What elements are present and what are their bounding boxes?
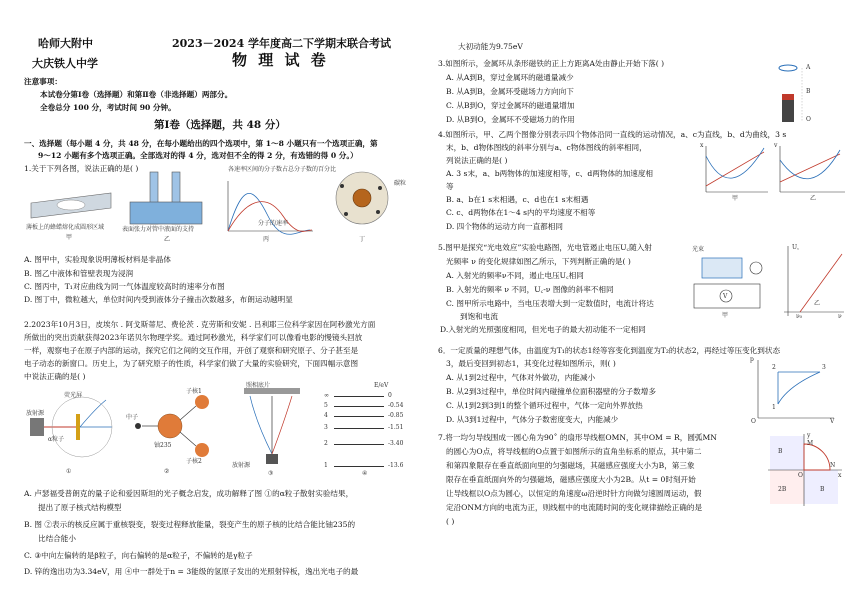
q4-option-c: C. c、d两物体在1～4 s内的平均速度不相等 (446, 208, 596, 217)
q2-fig-num-1: ① (66, 468, 72, 475)
q1-figure-yi (122, 166, 212, 244)
energy-level-n: 4 (324, 412, 328, 419)
q5-option-b: B. 入射光的频率 ν 不同，U꜀-ν 图像的斜率不相同 (446, 285, 614, 294)
energy-level-n: ∞ (324, 392, 329, 399)
q7-stem-7: ( ) (446, 517, 455, 526)
q1-label-bing: 丙 (263, 236, 270, 243)
q2-option-d: D. 锌的逸出功为3.34eV，用 ④中一群处于n = 3能级的氢原子发出的光照射锌板，逸出光电子的最 (24, 567, 359, 576)
energy-level-value: -0.54 (388, 402, 404, 409)
q6-option-b: B. 从2到3过程中，单位时间内碰撞单位面积器壁的分子数增多 (446, 387, 656, 396)
q2-fig-num-2: ② (164, 468, 170, 475)
q4-stem-1: 4.如图所示，甲、乙两个图像分别表示四个物体沿同一直线的运动情况，a、c为直线，b、d为曲线，3 s (438, 130, 787, 139)
q4-stem-3: 列说法正确的是( ) (446, 156, 508, 165)
energy-level-line (334, 444, 384, 445)
sector-loop-field-diagram (764, 432, 844, 508)
q2-stem-5: 中说法正确的是( ) (24, 372, 86, 381)
energy-level-n: 5 (324, 402, 328, 409)
q1-option-c: C. 图丙中，T₁对应曲线为同一气体温度较高时的速率分布图 (24, 282, 225, 291)
q6-stem-1: 6．一定质量的理想气体，由温度为T₁的状态1经等容变化到温度为T₂的状态2，再经过等压变化到状态 (438, 346, 781, 355)
q1-caption-bing: 各速率区间的分子数占总分子数的百分比 (228, 166, 337, 173)
q2-stem-1: 2.2023年10月3日，皮埃尔 . 阿戈斯蒂尼、费伦茨 . 克劳斯和安妮 . 吕利耶三位科学家因在阿秒激光方面 (24, 320, 376, 329)
q1-caption-yi: 表面张力对管中液面的支持 (122, 226, 195, 233)
q2-fig-num-4: ④ (362, 470, 368, 477)
q7-o-label: O (798, 472, 803, 479)
energy-level-line (334, 396, 384, 397)
q3-option-d: D. 从B到O，金属环不受磁场力的作用 (446, 115, 575, 124)
q3-option-c: C. 从B到O，穿过金属环的磁通量增加 (446, 101, 575, 110)
q7-y-label: y (807, 432, 811, 439)
q1-figure-bing (218, 166, 337, 244)
q7-m-label: M (807, 440, 814, 447)
q2-option-c: C. ③中向左偏转的是β粒子，向右偏转的是α粒子，不偏转的是γ粒子 (24, 551, 253, 560)
q6-v-label: V (830, 418, 835, 425)
q2-u235-label: 铀235 (154, 442, 172, 449)
q5-nu-label: ν (838, 313, 842, 320)
notes-line-2: 全卷总分 100 分，考试时间 90 分钟。 (40, 103, 176, 112)
q2-option-a-1: A. 卢瑟福受普朗克的量子论和爱因斯坦的光子概念启发，成功解释了图 ①的α粒子散射实验结果， (24, 489, 354, 498)
q5-option-d: D.入射光的光照强度相同，但光电子的最大初动能不一定相同 (440, 325, 646, 334)
q2-figure-1 (26, 388, 118, 476)
q5-uc-label: U꜀ (792, 244, 800, 251)
q5-label-jia: 甲 (722, 312, 729, 319)
q7-b-label-2: B (778, 448, 783, 455)
q2-neutron-label: 中子 (126, 414, 139, 421)
q2-chamber-label: 放射源 (232, 462, 251, 469)
q2-stem-3: 一样，观察电子在原子内部的运动，探究它们之间的交互作用，开创了观察和研究原子、分子甚至是 (24, 346, 359, 355)
q3-option-a: A. 从A到B，穿过金属环的磁通量减少 (446, 73, 574, 82)
energy-level-line (334, 428, 384, 429)
q6-p-label: p (750, 356, 754, 363)
q7-x-label: x (838, 472, 842, 479)
exam-title: 2023－2024 学年度高二下学期末联合考试 (172, 37, 392, 50)
q2-stem-2: 所做出的突出贡献获得2023年诺贝尔物理学奖。通过阿秒激光，科学家们可以像看电影的慢镜头回放 (24, 333, 363, 342)
energy-level-n: 2 (324, 440, 328, 447)
q2-screen-label: 荧光屏 (64, 392, 83, 399)
notes-title: 注意事项： (24, 77, 62, 86)
q3-label-o: O (806, 116, 811, 123)
q1-option-d: D. 图丁中，微粒越大，单位时间内受到液体分子撞击次数越多，布朗运动越明显 (24, 295, 293, 304)
q1-caption-jia: 薄板上的蜂蜡熔化成圆形区域 (26, 224, 105, 231)
q5-option-c-1: C. 图甲所示电路中，当电压表增大到一定数值时，电流计将达 (446, 299, 654, 308)
q2-continuation: 大初动能为9.75eV (458, 42, 523, 51)
q7-stem-1: 7.将一均匀导线围成一圆心角为90˚ 的扇形导线框OMN，其中OM = R，圆弧MN (438, 433, 717, 442)
energy-level-value: -3.40 (388, 440, 404, 447)
energy-level-value: 0 (388, 392, 392, 399)
q1-option-a: A. 图甲中，实验现象说明薄板材料是非晶体 (24, 255, 171, 264)
q7-2b-label: 2B (778, 486, 787, 493)
school-name-2: 大庆铁人中学 (32, 57, 98, 70)
q2-option-a-2: 提出了原子核式结构模型 (38, 503, 122, 512)
q4-option-d: D. 四个物体的运动方向一直都相同 (446, 222, 563, 231)
q6-figure (748, 356, 838, 426)
q6-state2-label: 2 (772, 364, 776, 371)
q6-o-label: O (751, 418, 756, 425)
q2-alpha-label: α粒子 (48, 436, 65, 443)
q5-beam-label: 光束 (692, 246, 705, 253)
q2-film-label: 照相底片 (246, 382, 271, 389)
q1-figure-ding (322, 166, 422, 244)
q2-option-b-2: 比结合能小 (38, 534, 76, 543)
q3-option-b: B. 从A到B，金属环受磁场力方向向下 (446, 87, 574, 96)
q2-figure-4 (322, 382, 422, 476)
q5-stem-1: 5.图甲是探究“光电效应”实验电路图，光电管遏止电压U꜀随入射 (438, 243, 652, 252)
q3-stem: 3.如图所示，金属环从条形磁铁的正上方距离A处由静止开始下落( ) (438, 59, 665, 68)
radiation-deflection-diagram (232, 382, 312, 468)
q5-option-a: A. 入射光的频率ν不同，遏止电压U꜀相同 (446, 271, 584, 280)
q2-product1-label: 子核1 (186, 388, 202, 395)
q1-label-yi: 乙 (164, 236, 171, 243)
q3-label-a: A (806, 64, 811, 71)
q7-n-label: N (830, 462, 836, 469)
energy-level-n: 1 (324, 462, 328, 469)
q6-option-d: D. 从3到1过程中，气体分子数密度变大，内能减少 (446, 415, 619, 424)
subject-title: 物 理 试 卷 (232, 51, 329, 69)
school-name-1: 哈师大附中 (38, 37, 93, 50)
q2-option-b-1: B. 图 ②表示的核反应属于重核裂变，裂变过程释放能量，裂变产生的原子核的比结合能比铀235的 (24, 520, 356, 529)
q2-figure-2 (124, 388, 216, 476)
q2-source-label: 放射源 (26, 410, 45, 417)
photoelectric-circuit (688, 240, 848, 320)
q6-option-a: A. 从1到2过程中，气体对外做功，内能减小 (446, 373, 596, 382)
q1-option-b: B. 图乙中液体和管壁表现为浸润 (24, 269, 134, 278)
energy-level-value: -1.51 (388, 424, 404, 431)
brownian-motion-diagram (322, 166, 422, 236)
q1-curve-label: 分子的速率 (258, 220, 289, 227)
energy-level-line (334, 416, 384, 417)
q2-energy-axis: E/eV (374, 382, 389, 389)
q4-stem-2: 末，b、d物体图线的斜率分别与a、c物体图线的斜率相同， (446, 143, 647, 152)
q7-stem-5: 让导线框以O点为圆心，以恒定的角速度ω沿逆时针方向做匀速圆周运动，假 (446, 489, 702, 498)
q1-stem: 1.关于下列各图，说法正确的是( ) (24, 164, 139, 173)
q5-v-label: V (723, 293, 728, 300)
energy-level-n: 3 (324, 424, 328, 431)
q1-label-jia: 甲 (66, 234, 73, 241)
q7-figure (764, 432, 844, 508)
fission-diagram (124, 388, 216, 468)
part1-title: 第Ⅰ卷（选择题，共 48 分） (154, 119, 286, 131)
q7-stem-4: 限存在垂直纸面向外的匀强磁场，磁感应强度大小为2B。从t = 0时刻开始 (446, 475, 696, 484)
q2-fig-num-3: ③ (268, 470, 274, 477)
energy-level-line (334, 466, 384, 467)
energy-level-value: -13.6 (388, 462, 404, 469)
q5-label-yi: 乙 (814, 300, 821, 307)
q7-stem-2: 的圆心为O点，将导线框的O点置于如图所示的直角坐标系的原点，其中第二 (446, 447, 702, 456)
q4-figure (700, 142, 850, 202)
q5-option-c-2: 到饱和电流 (460, 312, 498, 321)
alpha-scattering-diagram (26, 388, 118, 468)
q6-state1-label: 1 (772, 404, 776, 411)
q4-graph-label-jia: 甲 (732, 195, 739, 202)
section1-line-2: 9～12 小题有多个选项正确。全部选对的得 4 分，选对但不全的得 2 分，有选错的得 0 分。） (38, 151, 358, 160)
q4-axis-x: x (700, 142, 704, 149)
energy-level-value: -0.85 (388, 412, 404, 419)
q1-label-ding: 丁 (359, 236, 366, 243)
q1-figure-jia (26, 178, 116, 243)
q4-option-a-2: 等 (446, 182, 454, 191)
q5-stem-2: 光频率 ν 的变化规律如图乙所示，下列判断正确的是( ) (446, 257, 631, 266)
q3-label-b: B (806, 88, 811, 95)
q4-option-a-1: A. 3 s末，a、b两物体的加速度相等，c、d两物体的加速度相 (446, 169, 654, 178)
q2-stem-4: 电子动态的新窗口。历史上，为了研究原子的性质，科学家们做了大量的实验研究，下面四幅示意图 (24, 359, 359, 368)
q6-stem-2: 3，最后变回到初态1，其变化过程如图所示，则( ) (446, 359, 616, 368)
q7-stem-6: 定沿ONM方向的电流为正，则线框中的电流随时间的变化规律描绘正确的是 (446, 503, 703, 512)
energy-level-line (334, 406, 384, 407)
section1-line-1: 一、选择题（每小题 4 分，共 48 分，在每小题给出的四个选项中，第 1～8 小题只有一个选项正确，第 (24, 139, 378, 148)
q1-particle-label: 碳粒 (394, 180, 407, 187)
q5-nu0-label: ν₀ (796, 313, 803, 320)
q7-b-label-4: B (820, 486, 825, 493)
motion-graphs (700, 142, 850, 202)
q6-option-c: C. 从1到2到3到1的整个循环过程中，气体一定向外界放热 (446, 401, 643, 410)
q7-stem-3: 和第四象限存在垂直纸面向里的匀强磁场，其磁感应强度大小为B，第三象 (446, 461, 695, 470)
q4-option-b: B. a、b在1 s末相遇，c、d也在1 s末相遇 (446, 195, 589, 204)
q5-figure (688, 240, 848, 320)
notes-line-1: 本试卷分第Ⅰ卷（选择题）和第Ⅱ卷（非选择题）两部分。 (40, 90, 233, 99)
q2-figure-3 (232, 382, 312, 476)
q4-axis-v: v (774, 142, 778, 149)
q2-product2-label: 子核2 (186, 458, 202, 465)
q4-graph-label-yi: 乙 (810, 195, 817, 202)
q6-state3-label: 3 (822, 364, 826, 371)
q3-figure (768, 60, 818, 130)
